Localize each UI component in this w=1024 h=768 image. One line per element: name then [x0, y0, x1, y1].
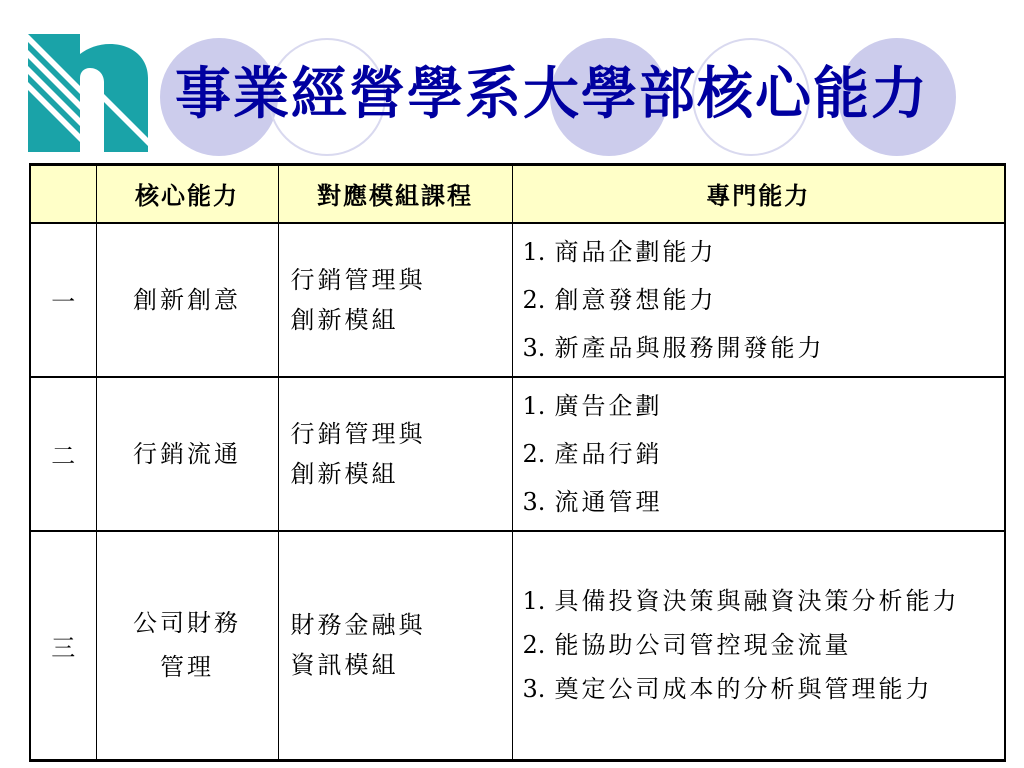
module-line: 行銷管理與: [290, 265, 426, 294]
department-logo: [28, 34, 152, 152]
skills-cell: [512, 223, 1005, 377]
row-number: 一: [30, 223, 96, 377]
module-line: 創新模組: [290, 305, 399, 334]
skill-item: 3. 奠定公司成本的分析與管理能力: [522, 675, 933, 704]
core-competency-line: 行銷流通: [133, 439, 241, 468]
core-competency-line: 公司財務: [133, 609, 241, 638]
core-competency-cell: [96, 531, 278, 761]
skill-item: 1. 商品企劃能力: [522, 237, 717, 266]
skill-item: 3. 流通管理: [522, 487, 663, 516]
module-course-cell: [278, 377, 512, 531]
core-competency-cell: [96, 223, 278, 377]
module-line: 行銷管理與: [290, 419, 426, 448]
skill-item: 2. 產品行銷: [522, 439, 663, 468]
skills-list: [523, 382, 995, 526]
header-module-course: 對應模組課程: [278, 165, 512, 223]
skill-item: 2. 創意發想能力: [522, 285, 717, 314]
skill-item: 1. 廣告企劃: [522, 391, 663, 420]
table-row: [30, 223, 1005, 377]
module-line: 創新模組: [290, 459, 399, 488]
table-row: [30, 377, 1005, 531]
skills-list: [523, 228, 995, 372]
skills-cell: [512, 377, 1005, 531]
header-professional-skills: 專門能力: [512, 165, 1005, 223]
module-course-cell: [278, 223, 512, 377]
module-line: 資訊模組: [290, 651, 399, 680]
header-index: [30, 165, 96, 223]
table-row: [30, 531, 1005, 761]
core-competency-line: 創新創意: [133, 285, 241, 314]
row-number: 二: [30, 377, 96, 531]
row-number: 三: [30, 531, 96, 761]
module-line: 財務金融與: [290, 611, 426, 640]
page-title: 事業經營學系大學部核心能力: [175, 62, 929, 127]
module-course-cell: [278, 531, 512, 761]
core-competency-line: 管理: [160, 653, 214, 682]
skills-cell: [512, 531, 1005, 761]
skills-list: [523, 579, 995, 711]
core-competency-table: [29, 163, 1006, 762]
header-core-competency: 核心能力: [96, 165, 278, 223]
table-header-row: [30, 165, 1005, 223]
skill-item: 1. 具備投資決策與融資決策分析能力: [522, 587, 960, 616]
core-competency-cell: [96, 377, 278, 531]
skill-item: 2. 能協助公司管控現金流量: [522, 631, 852, 660]
skill-item: 3. 新產品與服務開發能力: [522, 333, 825, 362]
